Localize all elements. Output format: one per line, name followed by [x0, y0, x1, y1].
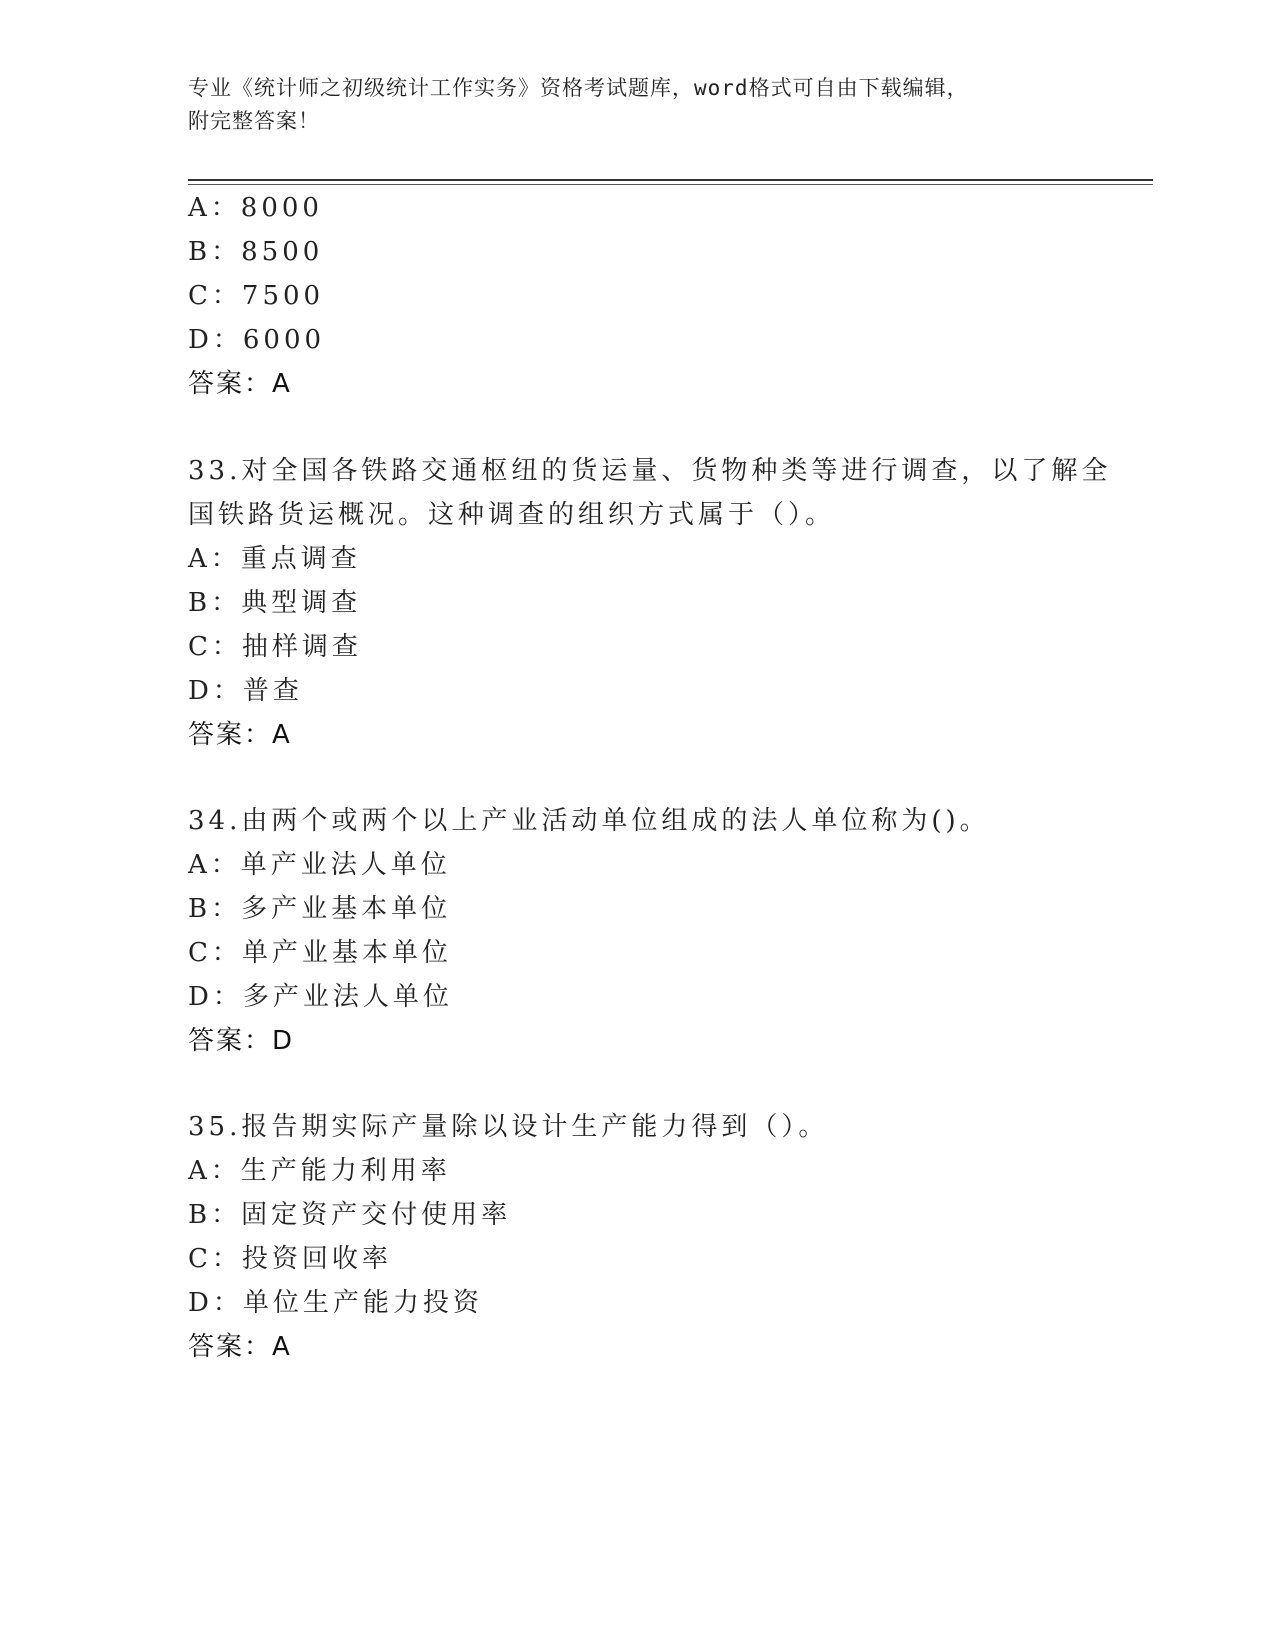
q34-stem-line-1: 34.由两个或两个以上产业活动单位组成的法人单位称为()。	[188, 806, 990, 836]
q35-answer: 答案：A	[188, 1332, 292, 1362]
q35-stem-line-1: 35.报告期实际产量除以设计生产能力得到（）。	[188, 1112, 829, 1142]
q32-option-c: C：7500	[188, 281, 325, 311]
document-header	[188, 72, 1088, 138]
header-line-1: 专业《统计师之初级统计工作实务》资格考试题库，word格式可自由下载编辑，	[188, 76, 969, 100]
q32-option-d: D：6000	[188, 325, 326, 355]
q33-option-a: A：重点调查	[188, 544, 361, 574]
q32-answer: 答案：A	[188, 369, 292, 399]
q35-option-a: A：生产能力利用率	[188, 1156, 451, 1186]
q33-option-c: C：抽样调查	[188, 632, 362, 662]
header-divider-thick	[188, 179, 1153, 181]
q34-option-b: B：多产业基本单位	[188, 894, 452, 924]
q33-stem-line-2: 国铁路货运概况。这种调查的组织方式属于（）。	[188, 500, 836, 530]
header-line-2: 附完整答案！	[188, 109, 320, 133]
q32-option-b: B：8500	[188, 237, 324, 267]
q34-option-c: C：单产业基本单位	[188, 938, 452, 968]
q32-option-a: A：8000	[188, 193, 323, 223]
q33-option-d: D：普查	[188, 676, 303, 706]
q33-stem-line-1: 33.对全国各铁路交通枢纽的货运量、货物种类等进行调查，以了解全	[188, 456, 1112, 486]
q33-option-b: B：典型调查	[188, 588, 362, 618]
q33-answer: 答案：A	[188, 720, 292, 750]
q34-option-a: A：单产业法人单位	[188, 850, 451, 880]
q35-option-c: C：投资回收率	[188, 1244, 392, 1274]
q35-option-b: B：固定资产交付使用率	[188, 1200, 512, 1230]
header-divider-thin	[188, 184, 1153, 185]
q34-answer: 答案：D	[188, 1026, 295, 1056]
q34-option-d: D：多产业法人单位	[188, 982, 453, 1012]
q35-option-d: D：单位生产能力投资	[188, 1288, 483, 1318]
